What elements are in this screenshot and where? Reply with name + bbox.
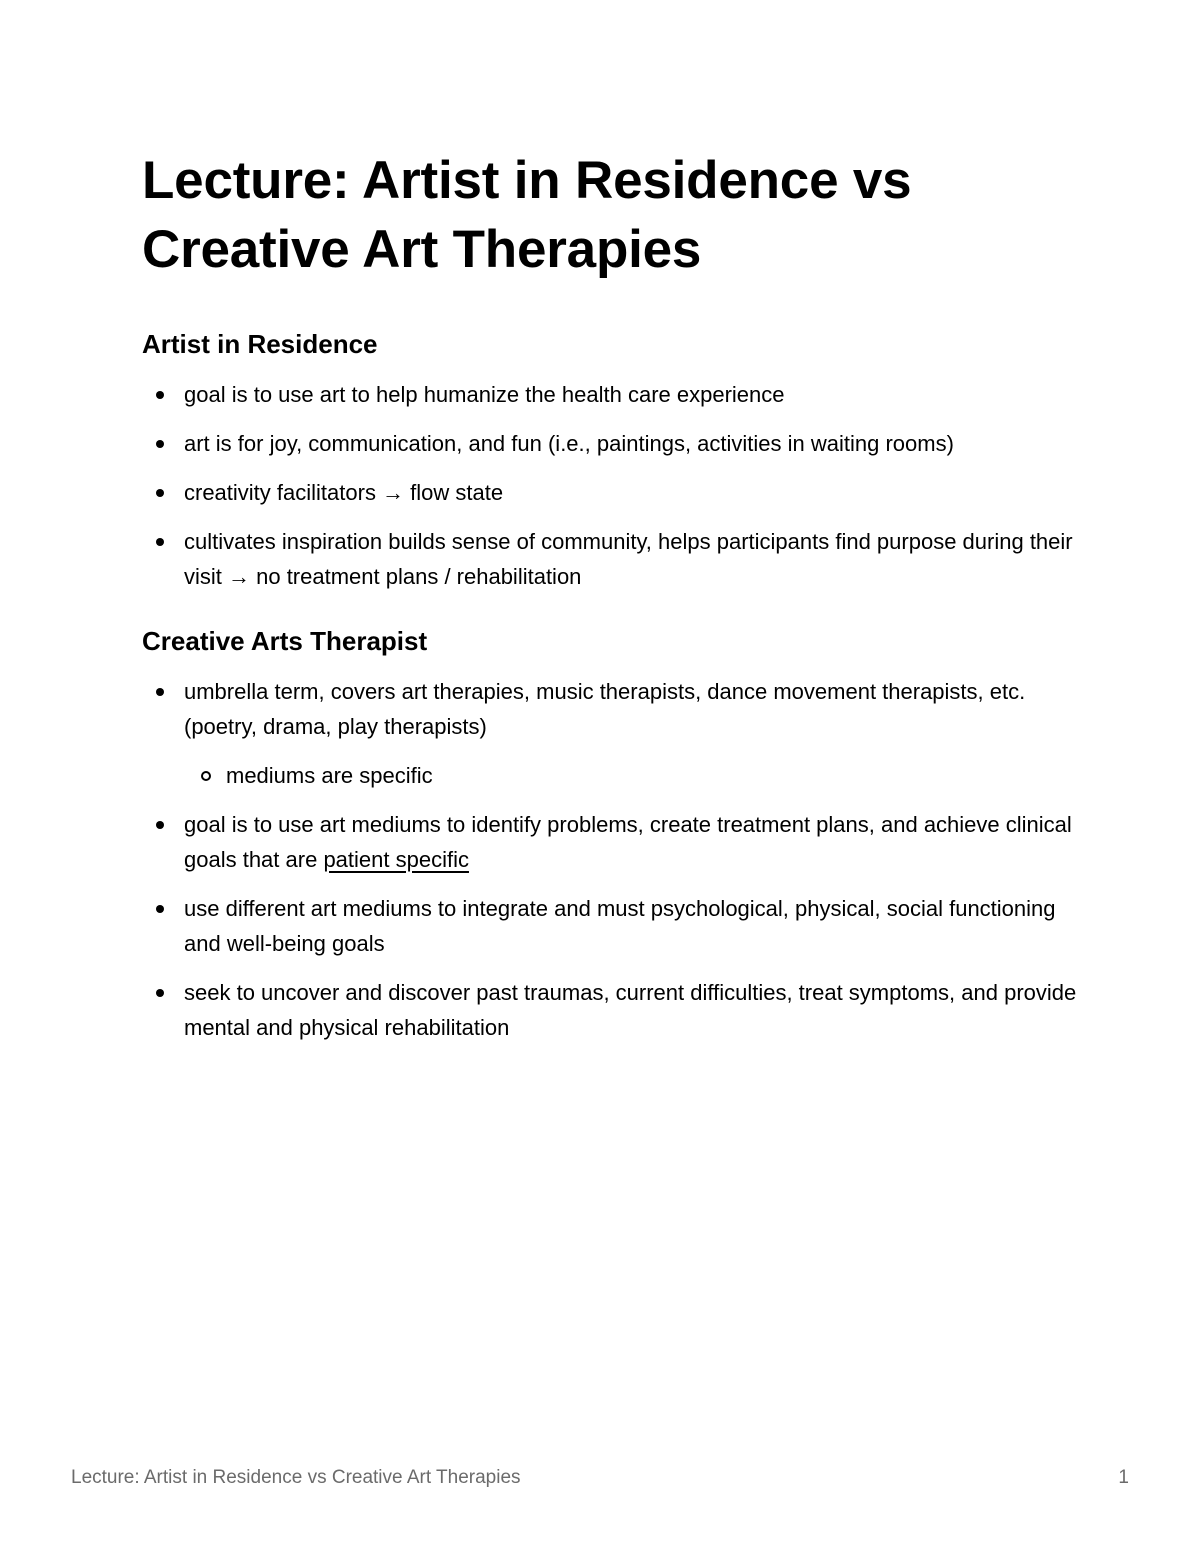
sub-list (184, 758, 1082, 793)
list-item (142, 674, 1082, 793)
bullet-icon (156, 489, 164, 497)
list-item-text: seek to uncover and discover past traumas, current difficulties, treat symptoms, and provide mental and physical rehabilitation (184, 980, 1077, 1040)
section-heading-artist-in-residence: Artist in Residence (142, 329, 378, 359)
creative-arts-therapist-list (142, 674, 1082, 1059)
list-item (142, 475, 1082, 510)
bullet-icon (156, 440, 164, 448)
list-item-text: art is for joy, communication, and fun (i.e., paintings, activities in waiting rooms) (184, 431, 954, 456)
list-item-text: creativity facilitators → flow state (184, 480, 504, 505)
page-title: Lecture: Artist in Residence vs Creative Art Therapies (142, 151, 912, 279)
bullet-icon (156, 688, 164, 696)
list-item (142, 426, 1082, 461)
list-item-text: use different art mediums to integrate and must psychological, physical, social functioning and well-being goals (184, 896, 1056, 956)
bullet-icon (156, 989, 164, 997)
list-item-text: umbrella term, covers art therapies, music therapists, dance movement therapists, etc. (poetry, drama, play therapists) (184, 679, 1026, 739)
section-heading-creative-arts-therapist: Creative Arts Therapist (142, 626, 428, 656)
artist-in-residence-list (142, 377, 1082, 608)
list-item-text: goal is to use art mediums to identify problems, create treatment plans, and achieve clinical goals that are (184, 812, 1072, 872)
list-item (142, 807, 1082, 877)
bullet-icon (156, 821, 164, 829)
list-item-text: cultivates inspiration builds sense of community, helps participants find purpose during their visit → no treatment plans / rehabilitation (184, 529, 1073, 589)
list-item-text: goal is to use art to help humanize the health care experience (184, 382, 785, 407)
sub-list-item (184, 758, 1082, 793)
bullet-icon (156, 905, 164, 913)
bullet-icon (156, 391, 164, 399)
page-number: 1 (1118, 1467, 1129, 1488)
footer-title: Lecture: Artist in Residence vs Creative Art Therapies (71, 1467, 521, 1488)
bullet-icon (156, 538, 164, 546)
underlined-text: patient specific (323, 847, 469, 872)
list-item (142, 524, 1082, 594)
hollow-bullet-icon (201, 771, 211, 781)
sub-list-item-text: mediums are specific (226, 763, 433, 788)
list-item (142, 891, 1082, 961)
list-item (142, 377, 1082, 412)
list-item (142, 975, 1082, 1045)
